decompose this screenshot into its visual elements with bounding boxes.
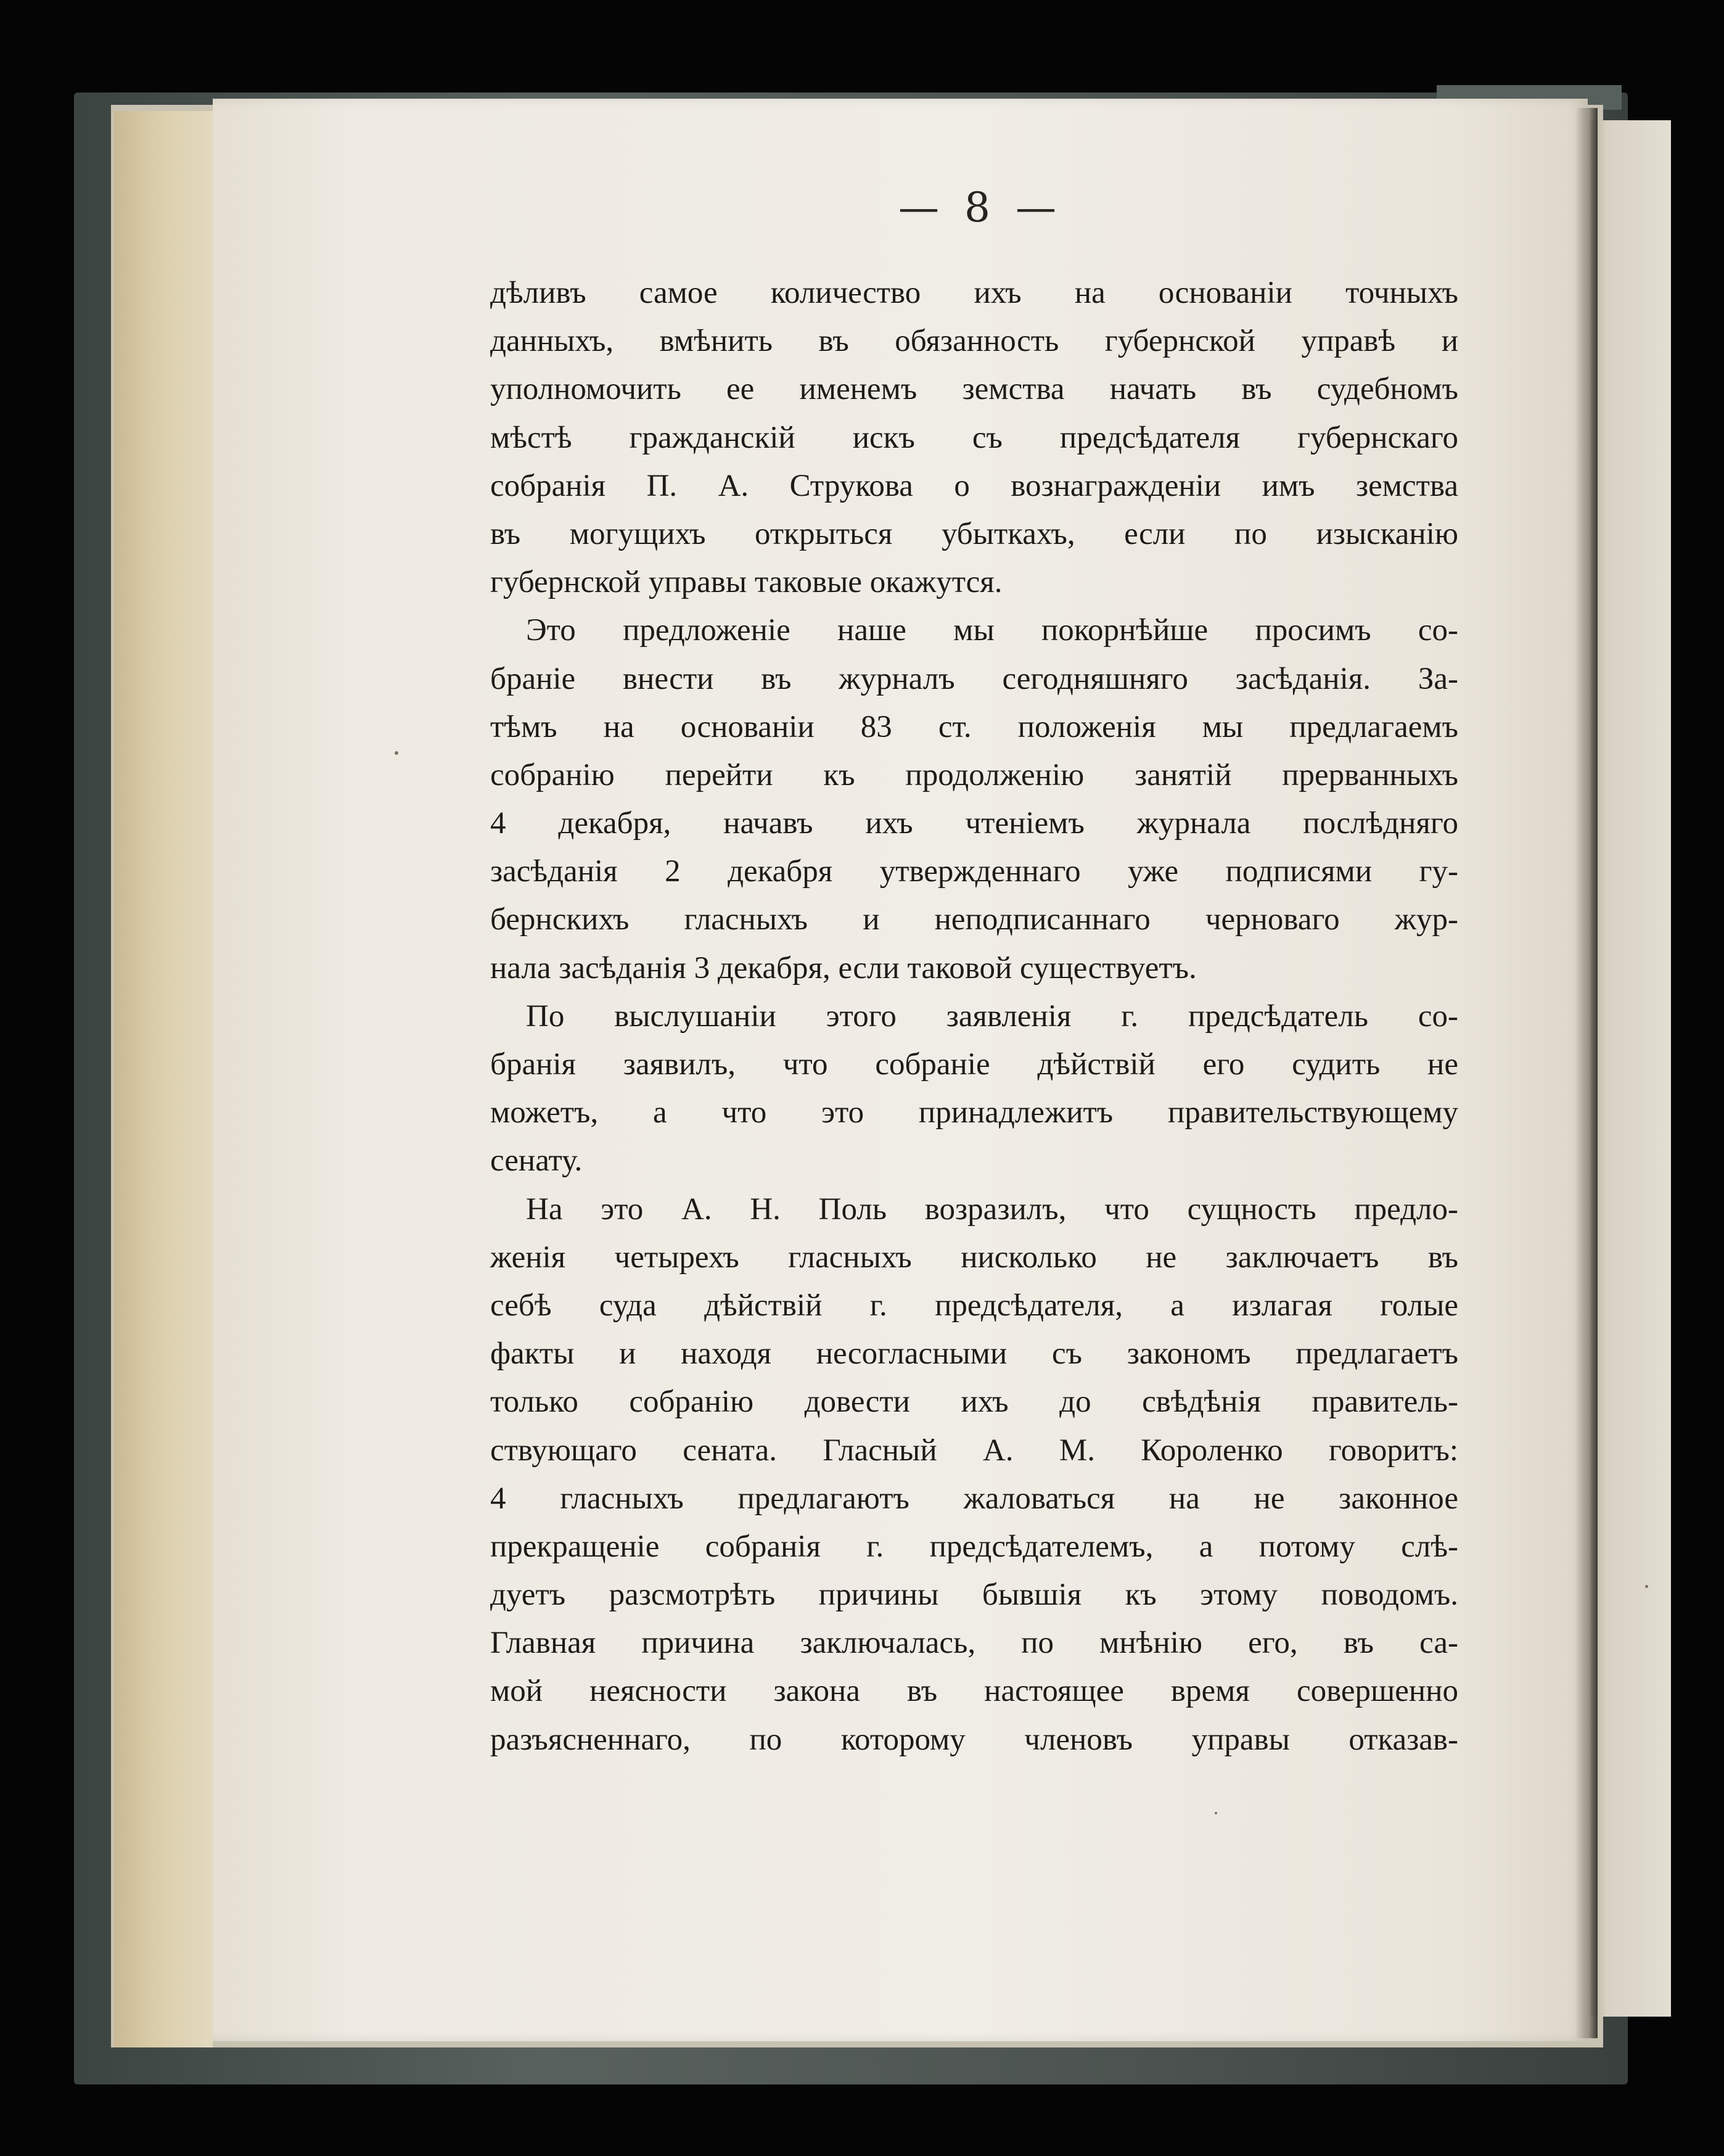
text-line: можетъ, а что это принадлежитъ правительствующему xyxy=(490,1095,1458,1130)
text-line: На это А. Н. Поль возразилъ, что сущность предло- xyxy=(526,1191,1458,1227)
text-line: себѣ суда дѣйствій г. предсѣдателя, а излагая голые xyxy=(490,1288,1458,1323)
text-line: мой неясности закона въ настоящее время совершенно xyxy=(490,1674,1458,1709)
text-line: нала засѣданія 3 декабря, если таковой существуетъ. xyxy=(490,950,1197,985)
text-line: данныхъ, вмѣнить въ обязанность губернской управѣ и xyxy=(490,324,1458,359)
text-line: разъясненнаго, по которому членовъ управы отказав- xyxy=(490,1722,1458,1757)
text-line: собранія П. А. Струкова о вознагражденіи имъ земства xyxy=(490,468,1458,503)
page-gutter-shadow xyxy=(1575,108,1598,2038)
text-line: 4 гласныхъ предлагаютъ жаловаться на не законное xyxy=(490,1481,1458,1516)
text-line: тѣмъ на основаніи 83 ст. положенія мы предлагаемъ xyxy=(490,709,1458,744)
text-line: бранія заявилъ, что собраніе дѣйствій его судить не xyxy=(490,1047,1458,1082)
text-line: браніе внести въ журналъ сегодняшняго засѣданія. За- xyxy=(490,661,1458,696)
facing-page xyxy=(1591,120,1671,2017)
text-line: дуетъ разсмотрѣть причины бывшія къ этому поводомъ. xyxy=(490,1578,1458,1613)
text-line: ствующаго сената. Гласный А. М. Короленко говоритъ: xyxy=(490,1433,1458,1468)
paper-speck xyxy=(1215,1812,1217,1814)
text-line: уполномочить ее именемъ земства начать въ судебномъ xyxy=(490,372,1458,407)
page-number-header: — 8 — xyxy=(898,184,1062,231)
text-line: Это предложеніе наше мы покорнѣйше просимъ со- xyxy=(526,613,1458,648)
paper-speck xyxy=(395,751,398,755)
text-line: сенату. xyxy=(490,1143,583,1179)
text-line: По выслушаніи этого заявленія г. предсѣдатель со- xyxy=(526,998,1458,1034)
text-line: прекращеніе собранія г. предсѣдателемъ, а потому слѣ- xyxy=(490,1529,1458,1564)
text-line: губернской управы таковые окажутся. xyxy=(490,565,1003,600)
paper-speck xyxy=(1645,1585,1648,1588)
text-line: женія четырехъ гласныхъ нисколько не заключаетъ въ xyxy=(490,1240,1458,1275)
left-page-edges xyxy=(114,111,213,2047)
text-line: собранію перейти къ продолженію занятій прерванныхъ xyxy=(490,757,1458,792)
text-line: 4 декабря, начавъ ихъ чтеніемъ журнала послѣдняго xyxy=(490,806,1458,841)
text-line: засѣданія 2 декабря утвержденнаго уже подписями гу- xyxy=(490,854,1458,889)
page-body-text xyxy=(490,269,1458,1764)
text-line: въ могущихъ открыться убыткахъ, если по изысканію xyxy=(490,516,1458,551)
text-line: бернскихъ гласныхъ и неподписаннаго черноваго жур- xyxy=(490,902,1458,937)
text-line: только собранію довести ихъ до свѣдѣнія правитель- xyxy=(490,1385,1458,1420)
text-line: Главная причина заключалась, по мнѣнію его, въ са- xyxy=(490,1626,1458,1661)
text-line: мѣстѣ гражданскій искъ съ предсѣдателя губернскаго xyxy=(490,420,1458,455)
text-line: факты и находя несогласными съ закономъ предлагаетъ xyxy=(490,1336,1458,1372)
text-line: дѣливъ самое количество ихъ на основаніи точныхъ xyxy=(490,276,1458,310)
